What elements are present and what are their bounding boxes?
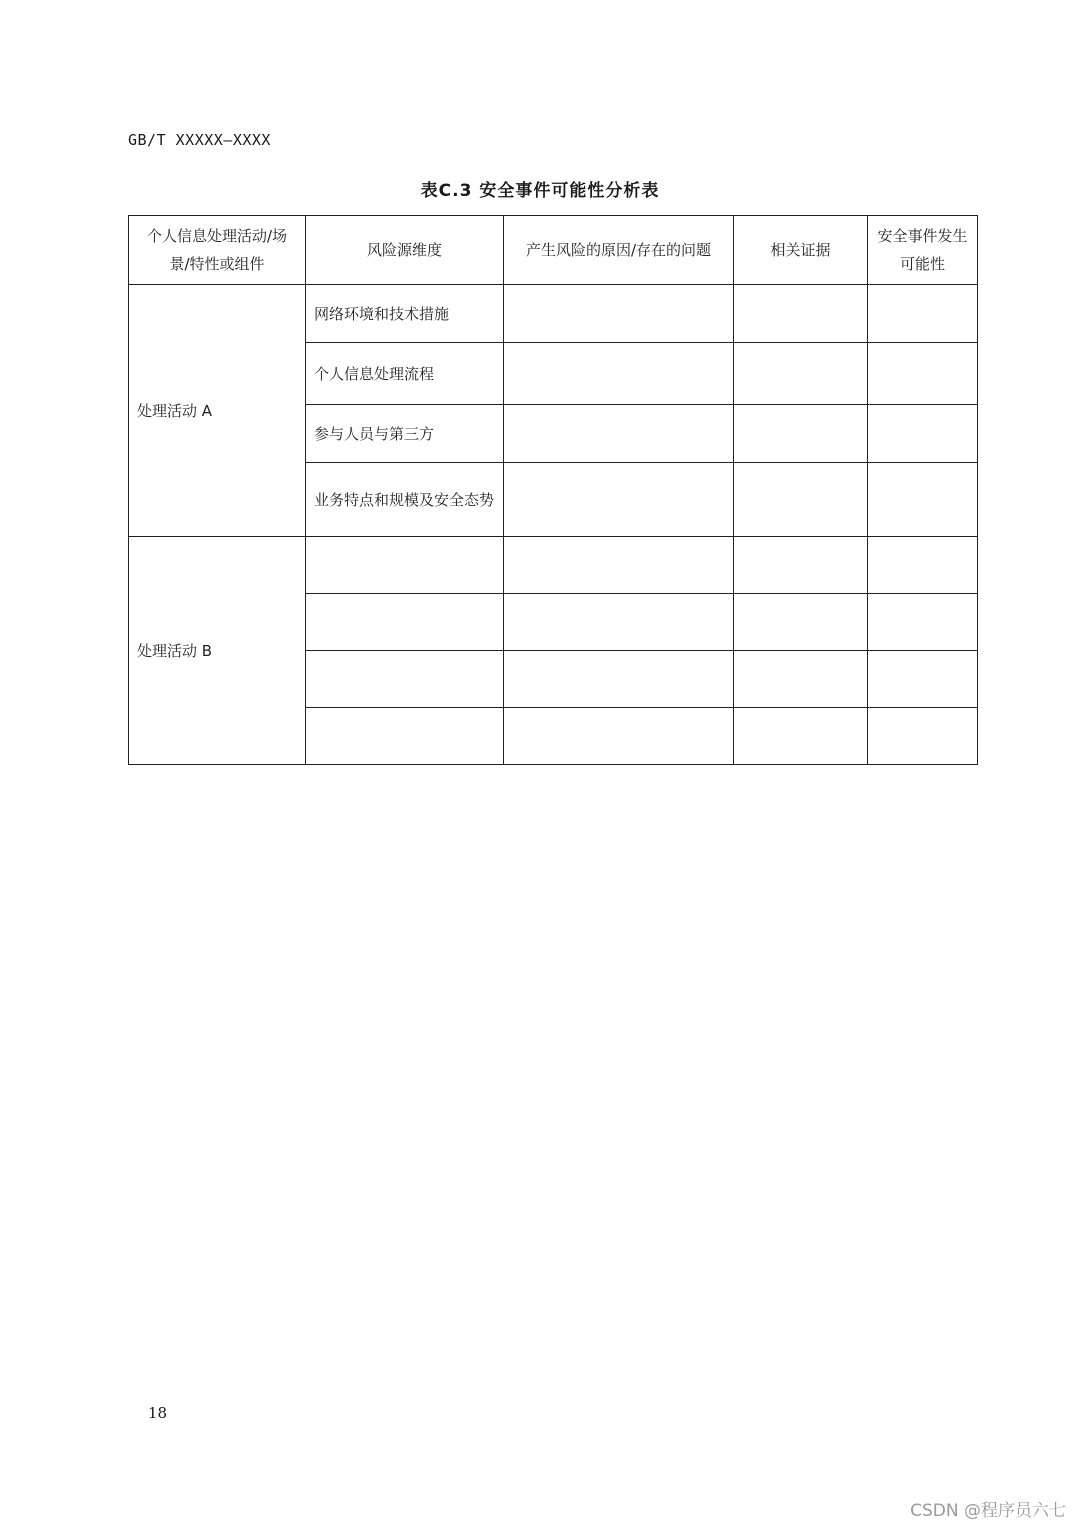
cause-cell	[504, 708, 734, 765]
cause-cell	[504, 651, 734, 708]
risk-dimension-cell	[306, 537, 504, 594]
cause-cell	[504, 285, 734, 343]
likelihood-cell	[868, 594, 978, 651]
activity-a-cell: 处理活动 A	[129, 285, 306, 537]
evidence-cell	[734, 343, 868, 405]
column-header-risk-source: 风险源维度	[306, 216, 504, 285]
table-title: 表C.3 安全事件可能性分析表	[420, 181, 660, 201]
standard-number: GB/T XXXXX—XXXX	[128, 131, 271, 149]
likelihood-cell	[868, 285, 978, 343]
evidence-cell	[734, 405, 868, 463]
risk-dimension-cell	[306, 708, 504, 765]
column-header-likelihood: 安全事件发生可能性	[868, 216, 978, 285]
column-header-activity: 个人信息处理活动/场景/特性或组件	[129, 216, 306, 285]
risk-dimension-cell	[306, 651, 504, 708]
cause-cell	[504, 343, 734, 405]
csdn-watermark: CSDN @程序员六七	[910, 1501, 1066, 1521]
column-header-evidence: 相关证据	[734, 216, 868, 285]
likelihood-cell	[868, 343, 978, 405]
likelihood-cell	[868, 708, 978, 765]
evidence-cell	[734, 708, 868, 765]
evidence-cell	[734, 285, 868, 343]
risk-dimension-cell: 业务特点和规模及安全态势	[306, 463, 504, 537]
cause-cell	[504, 463, 734, 537]
evidence-cell	[734, 537, 868, 594]
risk-dimension-cell: 网络环境和技术措施	[306, 285, 504, 343]
likelihood-cell	[868, 537, 978, 594]
table-header-row	[129, 216, 978, 285]
evidence-cell	[734, 463, 868, 537]
likelihood-analysis-table	[128, 215, 978, 765]
risk-dimension-cell	[306, 594, 504, 651]
column-header-cause: 产生风险的原因/存在的问题	[504, 216, 734, 285]
evidence-cell	[734, 651, 868, 708]
likelihood-cell	[868, 463, 978, 537]
risk-dimension-cell: 个人信息处理流程	[306, 343, 504, 405]
table-row	[129, 537, 978, 594]
likelihood-cell	[868, 405, 978, 463]
risk-dimension-cell: 参与人员与第三方	[306, 405, 504, 463]
cause-cell	[504, 537, 734, 594]
cause-cell	[504, 405, 734, 463]
evidence-cell	[734, 594, 868, 651]
table-row	[129, 285, 978, 343]
page-number: 18	[148, 1404, 168, 1422]
activity-b-cell: 处理活动 B	[129, 537, 306, 765]
likelihood-cell	[868, 651, 978, 708]
cause-cell	[504, 594, 734, 651]
